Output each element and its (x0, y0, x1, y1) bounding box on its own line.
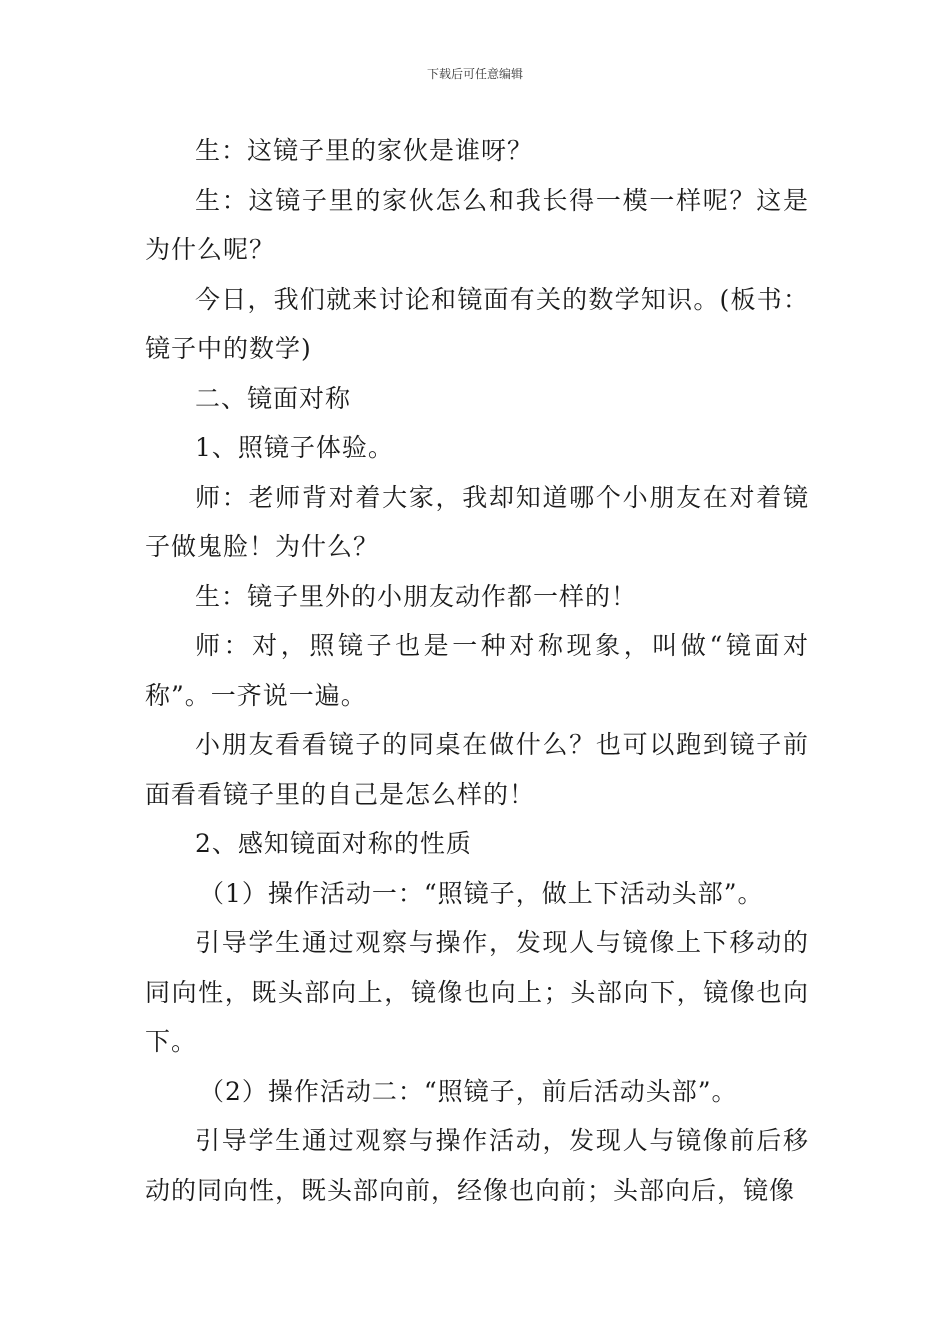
paragraph-look-in-mirror: 小朋友看看镜子的同桌在做什么？也可以跑到镜子前面看看镜子里的自己是怎么样的！ (145, 730, 809, 809)
paragraph-activity-one: （1）操作活动一：“照镜子，做上下活动头部”。 (199, 878, 764, 908)
paragraph-student-answer: 生：镜子里外的小朋友动作都一样的！ (195, 581, 638, 611)
document-body (145, 126, 809, 1215)
subheading-mirror-properties: 2、感知镜面对称的性质 (195, 829, 472, 858)
paragraph-today-topic: 今日，我们就来讨论和镜面有关的数学知识。(板书：镜子中的数学) (145, 284, 809, 363)
paragraph-teacher-question: 师：老师背对着大家，我却知道哪个小朋友在对着镜子做鬼脸！为什么？ (145, 482, 809, 561)
paragraph-teacher-definition: 师：对，照镜子也是一种对称现象，叫做“镜面对称”。一齐说一遍。 (145, 631, 809, 710)
subheading-mirror-experience: 1、照镜子体验。 (195, 433, 394, 462)
paragraph-student-question-2: 生：这镜子里的家伙怎么和我长得一模一样呢？这是为什么呢？ (145, 185, 809, 264)
paragraph-activity-one-guide: 引导学生通过观察与操作，发现人与镜像上下移动的同向性，既头部向上，镜像也向上；头部向下，镜像也向下。 (145, 928, 809, 1056)
section-heading-mirror-symmetry: 二、镜面对称 (195, 383, 352, 413)
page-header-note: 下载后可任意编辑 (426, 67, 523, 81)
paragraph-activity-two-guide: 引导学生通过观察与操作活动，发现人与镜像前后移动的同向性，既头部向前，经像也向前；头部向后，镜像 (145, 1126, 809, 1205)
paragraph-activity-two: （2）操作活动二：“照镜子，前后活动头部”。 (199, 1076, 738, 1106)
paragraph-student-question-1: 生：这镜子里的家伙是谁呀？ (195, 136, 534, 165)
